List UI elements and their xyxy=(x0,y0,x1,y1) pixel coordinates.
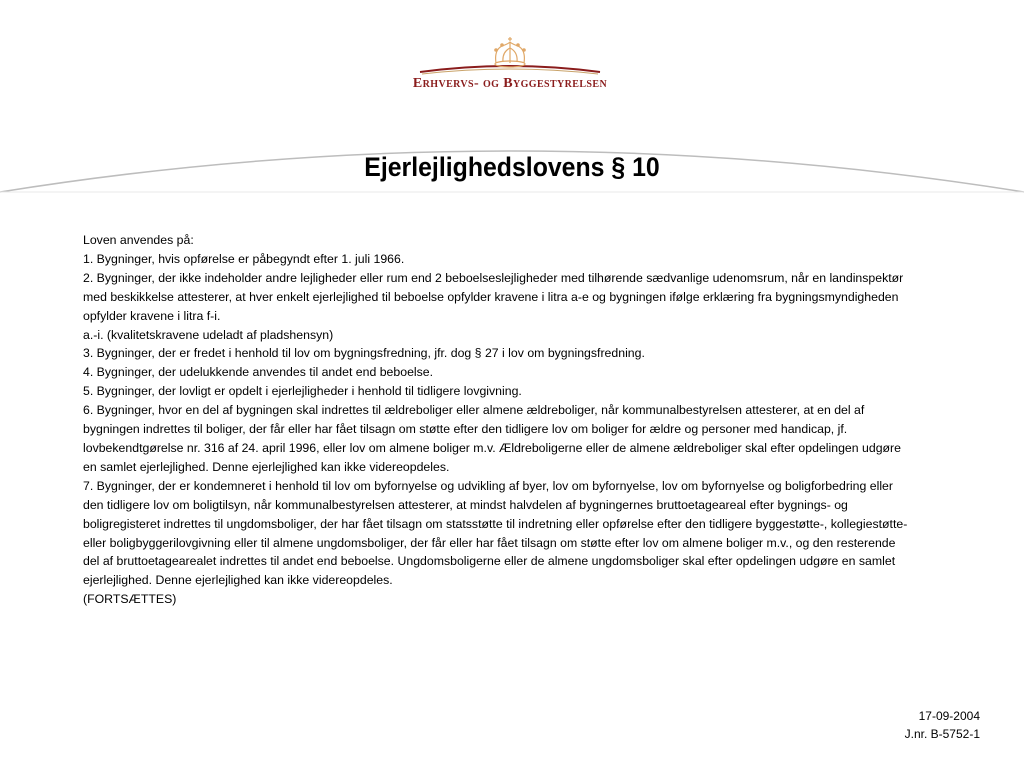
body-line: bygningen indrettes til boliger, der får eller har fået tilsagn om støtte efter den tidligere lov om boliger for ældre og personer med handicap, jf. xyxy=(83,422,848,437)
slide-footer xyxy=(905,707,980,743)
body-line: ejerlejlighed. Denne ejerlejlighed kan ikke videreopdeles. xyxy=(83,573,393,588)
body-line: a.-i. (kvalitetskravene udeladt af pladshensyn) xyxy=(83,327,334,342)
body-line: boligregisteret indrettes til ungdomsboliger, der har fået tilsagn om statsstøtte til indretning eller opførelse efter den tidligere byggestøtte-, kollegiestøtte- xyxy=(83,516,908,531)
slide-body xyxy=(83,231,963,609)
body-line: 6. Bygninger, hvor en del af bygningen skal indrettes til ældreboliger eller almene ældreboliger, når kommunalbestyrelsen attesterer, at en del af xyxy=(83,403,865,418)
body-line: opfylder kravene i litra f-i. xyxy=(83,308,221,323)
body-line: med beskikkelse attesterer, at hver enkelt ejerlejlighed til beboelse opfylder kravene i litra a-e og bygningen ifølge erklæring fra bygningsmyndigheden xyxy=(83,289,899,304)
footer-reference: J.nr. B-5752-1 xyxy=(904,727,980,741)
body-line: 1. Bygninger, hvis opførelse er påbegyndt efter 1. juli 1966. xyxy=(83,251,405,266)
footer-date: 17-09-2004 xyxy=(918,709,980,723)
body-line: Loven anvendes på: xyxy=(83,233,194,247)
crown-icon xyxy=(488,36,532,70)
body-line: eller boligbyggerilovgivning eller til almene ungdomsboliger, der får eller har fået tilsagn om støtte efter lov om almene boliger m.v., og den resterende xyxy=(83,535,896,550)
body-line: den tidligere lov om boligtilsyn, når kommunalbestyrelsen attesterer, at mindst halvdelen af bygningernes bruttoetageareal efter bygnings- og xyxy=(83,497,848,512)
body-line: 3. Bygninger, der er fredet i henhold til lov om bygningsfredning, jfr. dog § 27 i lov om bygningsfredning. xyxy=(83,346,645,361)
logo-text: Erhvervs- og Byggestyrelsen xyxy=(412,76,608,91)
agency-logo xyxy=(360,30,660,100)
body-line: (FORTSÆTTES) xyxy=(83,592,177,607)
body-line: 4. Bygninger, der udelukkende anvendes til andet end beboelse. xyxy=(83,365,434,380)
slide-title: Ejerlejlighedslovens § 10 xyxy=(364,152,660,182)
body-line: 7. Bygninger, der er kondemneret i henhold til lov om byfornyelse og udvikling af byer, lov om byfornyelse, lov om byfornyelse og boligforbedring eller xyxy=(83,478,893,493)
body-line: del af bruttoetagearealet indrettes til andet end beboelse. Ungdomsboligerne eller de almene ungdomsboliger skal efter opdelingen udgøre en samlet xyxy=(83,554,896,569)
body-line: 2. Bygninger, der ikke indeholder andre lejligheder eller rum end 2 beboelseslejligheder med tilhørende sædvanlige udenomsrum, når en landinspektør xyxy=(83,270,904,285)
body-line: 5. Bygninger, der lovligt er opdelt i ejerlejligheder i henhold til tidligere lovgivning. xyxy=(83,384,522,399)
body-line: lovbekendtgørelse nr. 316 af 24. april 1996, eller lov om almene boliger m.v. Ældreboligerne eller de almene ældreboliger skal efter opdelingen udgøre xyxy=(83,440,901,455)
body-line: en samlet ejerlejlighed. Denne ejerlejlighed kan ikke videreopdeles. xyxy=(83,459,450,474)
